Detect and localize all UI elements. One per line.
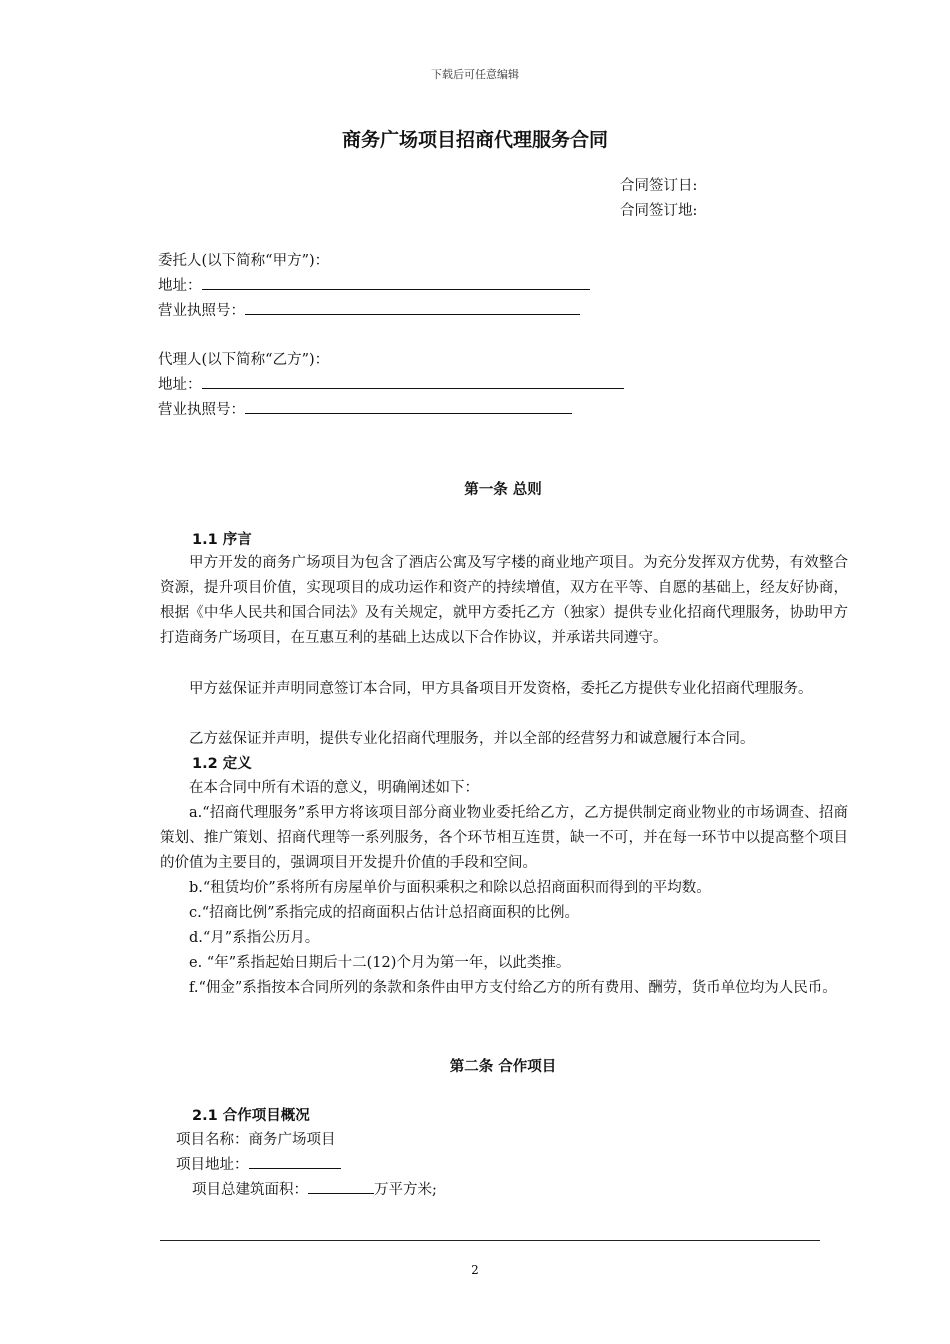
sign-place-label: 合同签订地: (620, 203, 698, 219)
party-b-license-blank[interactable] (245, 399, 572, 414)
definition-c: c.“招商比例”系指完成的招商面积占估计总招商面积的比例。 (189, 905, 580, 921)
article-2-heading: 第二条 合作项目 (449, 1059, 557, 1075)
party-a-license-row (158, 299, 580, 323)
header-note: 下载后可任意编辑 (431, 68, 519, 81)
document-title: 商务广场项目招商代理服务合同 (341, 129, 608, 151)
section-2-1-heading: 2.1 合作项目概况 (192, 1108, 310, 1124)
party-b-address-label: 地址： (158, 377, 202, 393)
party-a-address-row (158, 274, 590, 298)
project-address-label: 项目地址： (176, 1157, 249, 1173)
party-b-license-label: 营业执照号： (158, 402, 245, 418)
party-a-license-blank[interactable] (245, 300, 580, 315)
definition-a: a.“招商代理服务”系甲方将该项目部分商业物业委托给乙方，乙方提供制定商业物业的市场调查、招商策划、推广策划、招商代理等一系列服务，各个环节相互连贯，缺一不可，并在每一环节中以提高整个项目的价值为主要目的，强调项目开发提升价值的手段和空间。 (160, 805, 848, 871)
definition-e: e. “年”系指起始日期后十二(12)个月为第一年，以此类推。 (189, 955, 571, 971)
party-b-address-blank[interactable] (202, 374, 624, 389)
project-area-label: 项目总建筑面积： (192, 1182, 308, 1198)
party-b-address-row (158, 373, 624, 397)
project-address-blank[interactable] (249, 1154, 341, 1169)
page-number: 2 (471, 1263, 479, 1277)
preface-paragraph-2: 甲方兹保证并声明同意签订本合同，甲方具备项目开发资格，委托乙方提供专业化招商代理服务。 (189, 681, 813, 697)
party-a-license-label: 营业执照号： (158, 303, 245, 319)
party-b-license-row (158, 398, 572, 422)
article-1-heading: 第一条 总则 (464, 482, 542, 498)
section-1-2-heading: 1.2 定义 (192, 756, 252, 772)
party-b-label: 代理人(以下简称“乙方”)： (158, 352, 330, 368)
project-address-row (176, 1153, 341, 1177)
preface-paragraph-3: 乙方兹保证并声明，提供专业化招商代理服务，并以全部的经营努力和诚意履行本合同。 (189, 731, 755, 747)
party-a-label: 委托人(以下简称“甲方”)： (158, 253, 330, 269)
preface-paragraph-1: 甲方开发的商务广场项目为包含了酒店公寓及写字楼的商业地产项目。为充分发挥双方优势，有效整合资源，提升项目价值，实现项目的成功运作和资产的持续增值，双方在平等、自愿的基础上，经友好协商，根据《中华人民共和国合同法》及有关规定，就甲方委托乙方（独家）提供专业化招商代理服务，协助甲方打造商务广场项目，在互惠互利的基础上达成以下合作协议，并承诺共同遵守。 (160, 555, 848, 646)
definitions-intro: 在本合同中所有术语的意义，明确阐述如下： (189, 780, 479, 796)
project-name: 项目名称：商务广场项目 (176, 1132, 336, 1148)
party-a-address-label: 地址： (158, 278, 202, 294)
definition-d: d.“月”系指公历月。 (189, 930, 320, 946)
sign-date-label: 合同签订日: (620, 178, 698, 194)
definition-f: f.“佣金”系指按本合同所列的条款和条件由甲方支付给乙方的所有费用、酬劳，货币单位均为人民币。 (189, 980, 837, 996)
project-area-blank[interactable] (308, 1179, 374, 1194)
footer-rule (160, 1240, 820, 1241)
project-area-unit: 万平方米; (374, 1182, 437, 1198)
definition-b: b.“租赁均价”系将所有房屋单价与面积乘积之和除以总招商面积而得到的平均数。 (189, 880, 711, 896)
project-area-row (192, 1178, 437, 1202)
section-1-1-heading: 1.1 序言 (192, 532, 252, 548)
party-a-address-blank[interactable] (202, 275, 590, 290)
